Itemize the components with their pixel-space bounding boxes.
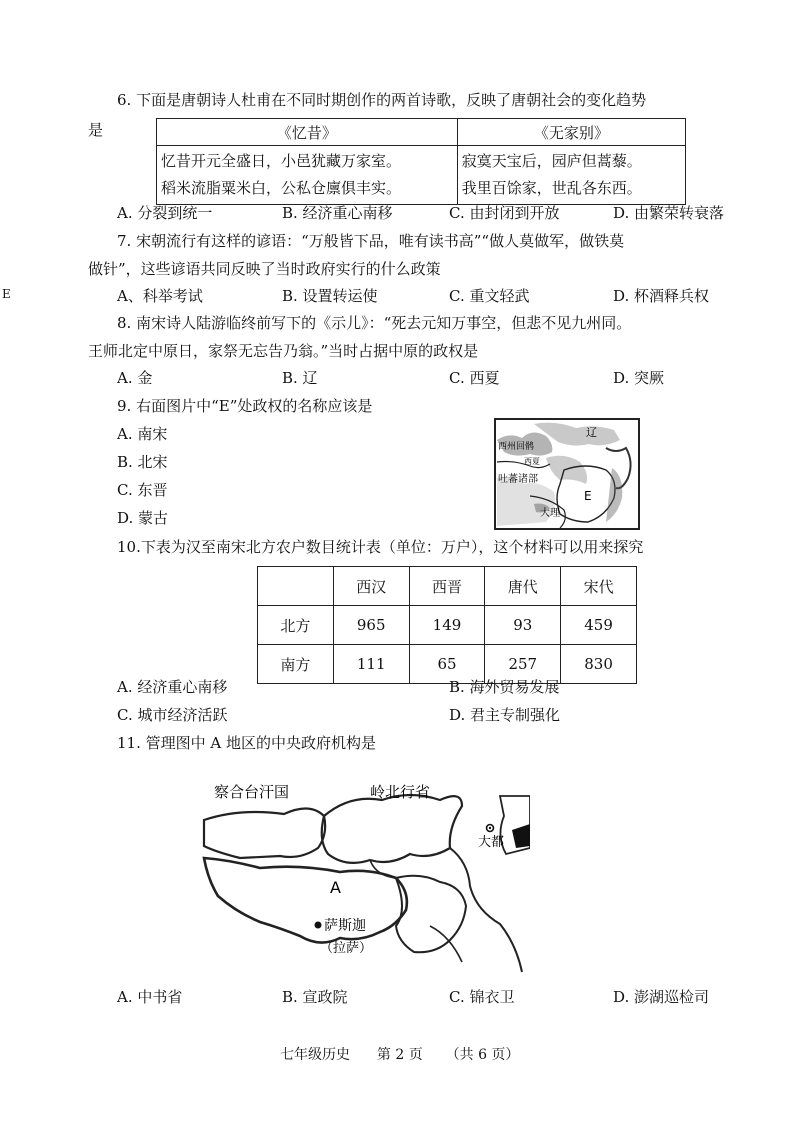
map-label-xizhou: 西州回鹘 bbox=[498, 442, 535, 452]
map-label-xixia: 西夏 bbox=[524, 457, 540, 466]
map-label-liao: 辽 bbox=[586, 426, 597, 439]
q6-option-b[interactable]: B. 经济重心南移 bbox=[282, 204, 393, 222]
q8-option-c[interactable]: C. 西夏 bbox=[449, 369, 500, 387]
stat-cell: 149 bbox=[409, 606, 485, 645]
stat-cell: 93 bbox=[485, 606, 561, 645]
poem-line: 稻米流脂粟米白，公私仓廪俱丰实。 bbox=[161, 179, 402, 197]
q8-stem-line1: 8. 南宋诗人陆游临终前写下的《示儿》：“死去元知万事空，但悲不见九州同。 bbox=[117, 314, 632, 332]
q7-option-d[interactable]: D. 杯酒释兵权 bbox=[613, 287, 710, 305]
map-label-dadu: 大都 bbox=[478, 835, 505, 850]
q6-option-d[interactable]: D. 由繁荣转衰落 bbox=[613, 204, 725, 222]
map-label-lasa: （拉萨） bbox=[320, 941, 373, 956]
poem-line: 寂寞天宝后，园庐但蒿藜。 bbox=[461, 152, 642, 170]
stat-header bbox=[258, 567, 334, 606]
q7-stem-line2: 做针”，这些谚语共同反映了当时政府实行的什么政策 bbox=[88, 260, 441, 278]
map-label-e: E bbox=[584, 489, 592, 503]
q6-option-a[interactable]: A. 分裂到统一 bbox=[117, 204, 213, 222]
q11-option-b[interactable]: B. 宣政院 bbox=[282, 988, 348, 1006]
stat-cell: 111 bbox=[333, 645, 409, 684]
q9-option-d[interactable]: D. 蒙古 bbox=[117, 509, 169, 527]
q6-stem-line2: 是 bbox=[88, 121, 104, 139]
q7-stem-line1: 7. 宋朝流行有这样的谚语：“万般皆下品，唯有读书高”“做人莫做军，做铁莫 bbox=[117, 232, 625, 250]
stat-cell: 65 bbox=[409, 645, 485, 684]
stat-header: 唐代 bbox=[485, 567, 561, 606]
stat-cell: 459 bbox=[561, 606, 637, 645]
q10-option-c[interactable]: C. 城市经济活跃 bbox=[117, 706, 228, 724]
footer-page: 第 2 页 bbox=[376, 1047, 423, 1063]
q9-stem: 9. 右面图片中“E”处政权的名称应该是 bbox=[117, 397, 373, 415]
footer-subject: 七年级历史 bbox=[280, 1047, 350, 1063]
q6-option-c[interactable]: C. 由封闭到开放 bbox=[449, 204, 560, 222]
poem-line: 我里百馀家，世乱各东西。 bbox=[461, 179, 642, 197]
q6-stem-line1: 6. 下面是唐朝诗人杜甫在不同时期创作的两首诗歌，反映了唐朝社会的变化趋势 bbox=[117, 91, 647, 109]
map-label-sasijia: 萨斯迦 bbox=[324, 918, 366, 934]
q10-option-a[interactable]: A. 经济重心南移 bbox=[117, 678, 228, 696]
q7-option-c[interactable]: C. 重文轻武 bbox=[449, 287, 530, 305]
q10-stem: 10.下表为汉至南宋北方农户数目统计表（单位：万户），这个材料可以用来探究 bbox=[117, 538, 644, 556]
song-map bbox=[494, 418, 640, 530]
poem-cell bbox=[457, 146, 685, 205]
stat-cell: 965 bbox=[333, 606, 409, 645]
footer-total: （共 6 页） bbox=[445, 1047, 520, 1063]
poem-line: 忆昔开元全盛日，小邑犹藏万家室。 bbox=[161, 152, 402, 170]
map-label-lingbei: 岭北行省 bbox=[370, 783, 431, 801]
poem-table bbox=[156, 118, 686, 205]
stat-header: 西晋 bbox=[409, 567, 485, 606]
map-label-tubo: 吐蕃诸部 bbox=[498, 474, 538, 485]
q9-option-c[interactable]: C. 东晋 bbox=[117, 481, 168, 499]
map-label-chahetai: 察合台汗国 bbox=[214, 783, 290, 801]
stat-table bbox=[257, 566, 637, 684]
stat-cell: 南方 bbox=[258, 645, 334, 684]
q11-option-d[interactable]: D. 澎湖巡检司 bbox=[613, 988, 710, 1006]
stat-cell: 830 bbox=[561, 645, 637, 684]
poem-cell bbox=[157, 146, 458, 205]
map-label-dali: 大理 bbox=[540, 508, 560, 519]
q8-stem-line2: 王师北定中原日，家祭无忘告乃翁。”当时占据中原的政权是 bbox=[88, 342, 479, 360]
stat-cell: 257 bbox=[485, 645, 561, 684]
margin-mark: E bbox=[2, 287, 11, 301]
footer bbox=[280, 1044, 519, 1064]
q8-option-b[interactable]: B. 辽 bbox=[282, 369, 318, 387]
map-label-a: A bbox=[330, 878, 341, 897]
q10-option-b[interactable]: B. 海外贸易发展 bbox=[449, 678, 560, 696]
q7-option-b[interactable]: B. 设置转运使 bbox=[282, 287, 378, 305]
poem-header: 《忆昔》 bbox=[157, 119, 458, 146]
q7-option-a[interactable]: A、科举考试 bbox=[117, 287, 203, 305]
q8-option-d[interactable]: D. 突厥 bbox=[613, 369, 665, 387]
q9-option-b[interactable]: B. 北宋 bbox=[117, 453, 168, 471]
q10-option-d[interactable]: D. 君主专制强化 bbox=[449, 706, 561, 724]
q11-option-a[interactable]: A. 中书省 bbox=[117, 988, 183, 1006]
q9-option-a[interactable]: A. 南宋 bbox=[117, 425, 168, 443]
q11-stem: 11. 管理图中 A 地区的中央政府机构是 bbox=[117, 734, 376, 752]
stat-header: 宋代 bbox=[561, 567, 637, 606]
stat-cell: 北方 bbox=[258, 606, 334, 645]
stat-header: 西汉 bbox=[333, 567, 409, 606]
q8-option-a[interactable]: A. 金 bbox=[117, 369, 153, 387]
q11-option-c[interactable]: C. 锦衣卫 bbox=[449, 988, 515, 1006]
poem-header: 《无家别》 bbox=[457, 119, 685, 146]
yuan-map bbox=[200, 776, 530, 974]
